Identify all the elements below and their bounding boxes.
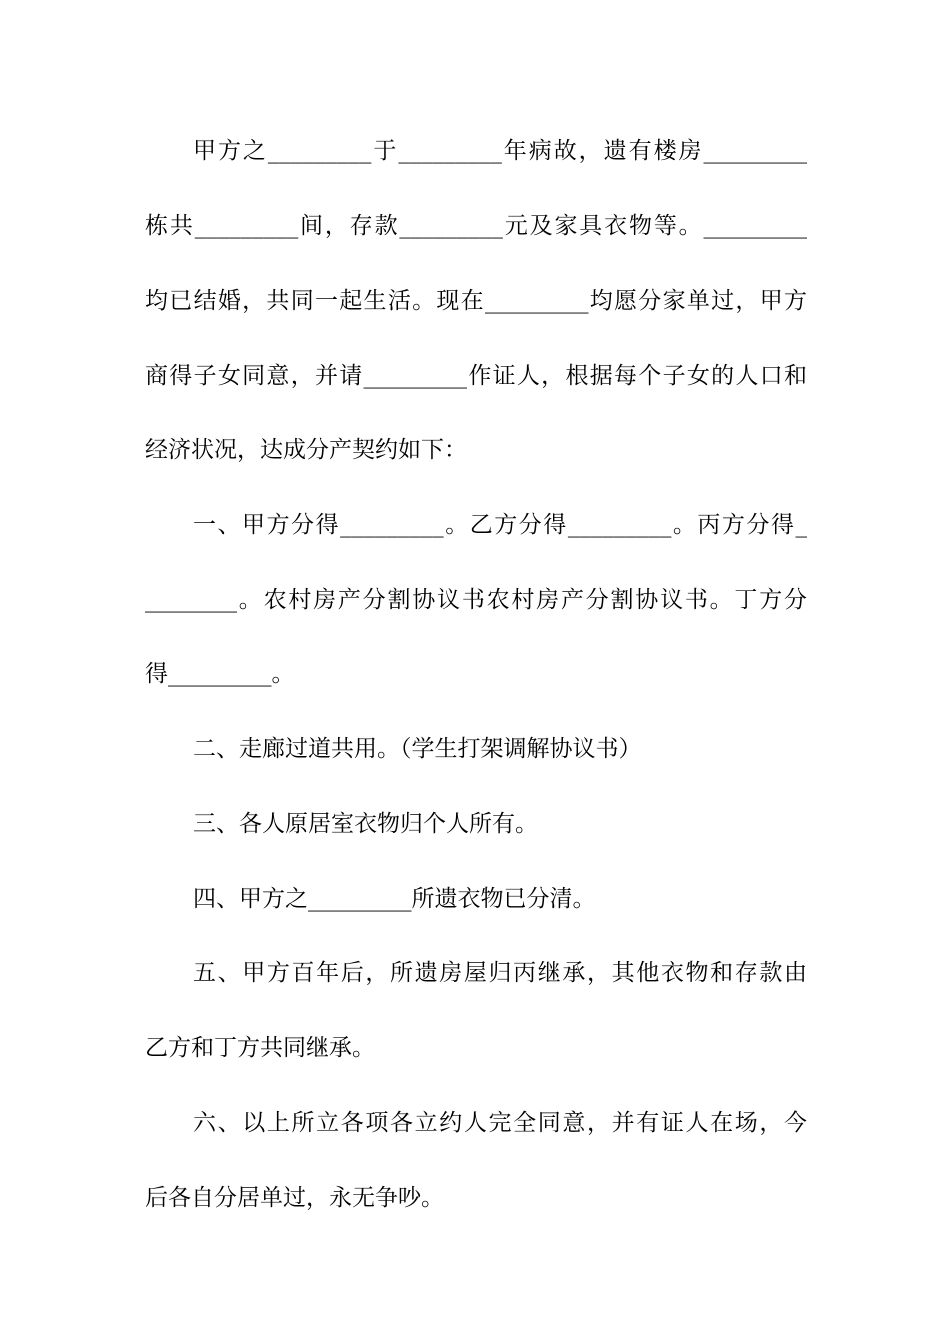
paragraph-line: 甲方之_________于_________年病故，遗有楼房_________ [193, 138, 807, 164]
clause-line: 三、各人原居室衣物归个人所有。 [193, 811, 538, 837]
clause-line: 得_________。 [145, 661, 295, 687]
clause-line: 二、走廊过道共用。（学生打架调解协议书） [193, 736, 642, 762]
clause-line: 五、甲方百年后，所遗房屋归丙继承，其他衣物和存款由 [193, 960, 807, 986]
paragraph-line: 栋共_________间，存款_________元及家具衣物等。_________ [145, 213, 807, 239]
clause-line: 四、甲方之_________所遗衣物已分清。 [193, 886, 596, 912]
clause-line: 一、甲方分得_________。乙方分得_________。丙方分得_ [193, 512, 807, 538]
paragraph-line: 商得子女同意，并请_________作证人，根据每个子女的人口和 [145, 363, 807, 389]
clause-line: 六、以上所立各项各立约人完全同意，并有证人在场，今 [193, 1110, 807, 1136]
clause-line: 乙方和丁方共同继承。 [145, 1035, 375, 1061]
clause-line: ________。农村房产分割协议书农村房产分割协议书。丁方分 [145, 587, 807, 613]
paragraph-line: 经济状况，达成分产契约如下： [145, 437, 467, 463]
paragraph-line: 均已结婚，共同一起生活。现在_________均愿分家单过，甲方 [145, 288, 807, 314]
clause-line: 后各自分居单过，永无争吵。 [145, 1185, 444, 1211]
